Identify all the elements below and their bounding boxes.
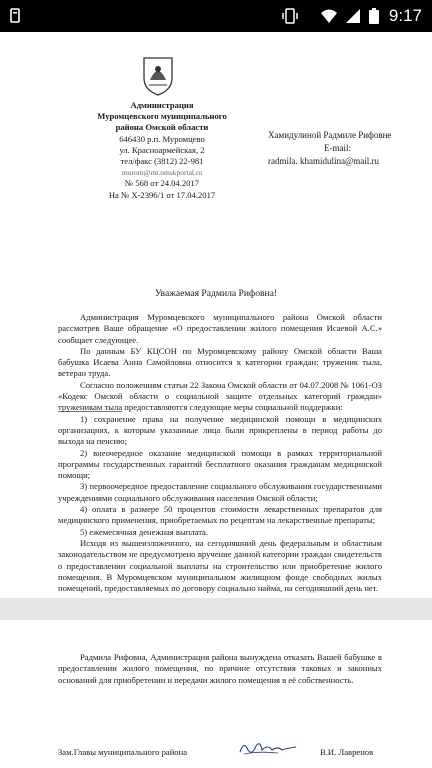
law-paragraph xyxy=(58,380,382,414)
sender-ref-number: № 568 от 24.04.2017 xyxy=(124,178,200,189)
paragraph-3: Исходя из вышеизложенного, на сегодняшний день федеральным и областным законодательством не предусмотрено вручение данной категории граждан свидетельств о предоставлении социальной выплаты на строительство или приобретение жилого помещения. В Муромцевском муниципальном жилищном фонде свободных жилых помещений, предоставляемых по договору социально найма, на сегодняшний день нет. xyxy=(58,537,382,594)
recipient-email: radmila. khamidulina@mail.ru xyxy=(268,156,380,166)
measure-4: 4) оплата в размере 50 процентов стоимости лекарственных препаратов для медицинского применения, приобретаемых по рецептам на лекарственные препараты; xyxy=(58,504,382,526)
measure-1: 1) сохранение права на получение медицинской помощи в медицинских организациях, к которым указанные лица были прикреплены в период работы до выхода на пенсию; xyxy=(58,413,382,447)
signature-position: Зам.Главы муниципального района xyxy=(58,747,188,757)
measure-3: 3) первоочередное предоставление социального обслуживания государственными учреждениями социального обслуживания населения Омской области; xyxy=(58,481,382,503)
sender-ref-reply: На № Х-2396/1 от 17.04.2017 xyxy=(108,189,216,200)
signature-name: В.И. Лавренов xyxy=(320,747,374,757)
status-bar xyxy=(0,0,432,32)
measure-5: 5) ежемесячная денежная выплата. xyxy=(80,526,209,537)
law-paragraph-end: предоставляются следующие меры социальной поддержки: xyxy=(122,402,343,413)
notification-icon xyxy=(8,8,22,24)
page2-paragraph: Радмила Рифовна, Администрация района вынуждена отказать Вашей бабушке в предоставлении жилого помещения, по причине отсутствия таковых и законных оснований для приобретении и передачи жилого помещения в её собственность. xyxy=(58,652,382,685)
document-page-2 xyxy=(0,620,432,768)
sender-postal: 646430 р.п. Муромцево xyxy=(119,133,205,144)
law-paragraph-start: Согласно положениям статьи 22 Закона Омской области от 04.07.2008 № 1061-ОЗ «Кодекс Омской области о социальной защите отдельных категорий граждан» xyxy=(58,379,382,402)
vibrate-icon xyxy=(282,8,298,24)
recipient-name: Хамидулиной Радмиле Рифовне xyxy=(268,130,392,140)
wifi-icon xyxy=(320,8,338,24)
sender-street: ул. Красноармейская, 2 xyxy=(119,144,205,155)
handwritten-signature xyxy=(238,738,298,758)
battery-icon xyxy=(369,8,379,24)
coat-of-arms-icon xyxy=(142,56,174,96)
letter-body xyxy=(58,312,382,594)
sender-phone: тел/факс (3812) 22-981 xyxy=(120,156,204,167)
greeting: Уважаемая Радмила Рифовна! xyxy=(154,288,278,299)
sender-block xyxy=(62,100,262,201)
paragraph-1: Администрация Муромцевского муниципального района Омской области рассмотрев Ваше обращение «О предоставлении жилого помещения Исаевой А.С.» сообщает следующее. xyxy=(58,312,382,345)
page2-body xyxy=(58,652,382,686)
paragraph-2: По данным БУ КЦСОН по Муромцевскому району Омской области Ваша бабушка Исаева Анна Самойловна относится к категории граждан: труженик тыла, ветеран труда. xyxy=(58,345,382,379)
measure-2: 2) внеочередное оказание медицинской помощи в рамках территориальной программы государственных гарантий бесплатного оказания гражданам медицинской помощи; xyxy=(58,447,382,481)
clock: 9:17 xyxy=(388,6,422,25)
sender-email: murom@mr.omskportal.ru xyxy=(121,168,203,178)
recipient-block xyxy=(268,129,391,168)
page-separator xyxy=(0,598,432,620)
sender-org-line3: района Омской области xyxy=(115,122,209,133)
law-paragraph-underlined: труженикам тыла xyxy=(58,402,123,413)
document-page-1 xyxy=(0,32,432,598)
signal-icon xyxy=(345,8,361,24)
recipient-email-label: E-mail: xyxy=(324,143,351,153)
sender-org-line1: Администрация xyxy=(130,100,194,110)
sender-org-line2: Муромцевского муниципального xyxy=(97,111,227,122)
